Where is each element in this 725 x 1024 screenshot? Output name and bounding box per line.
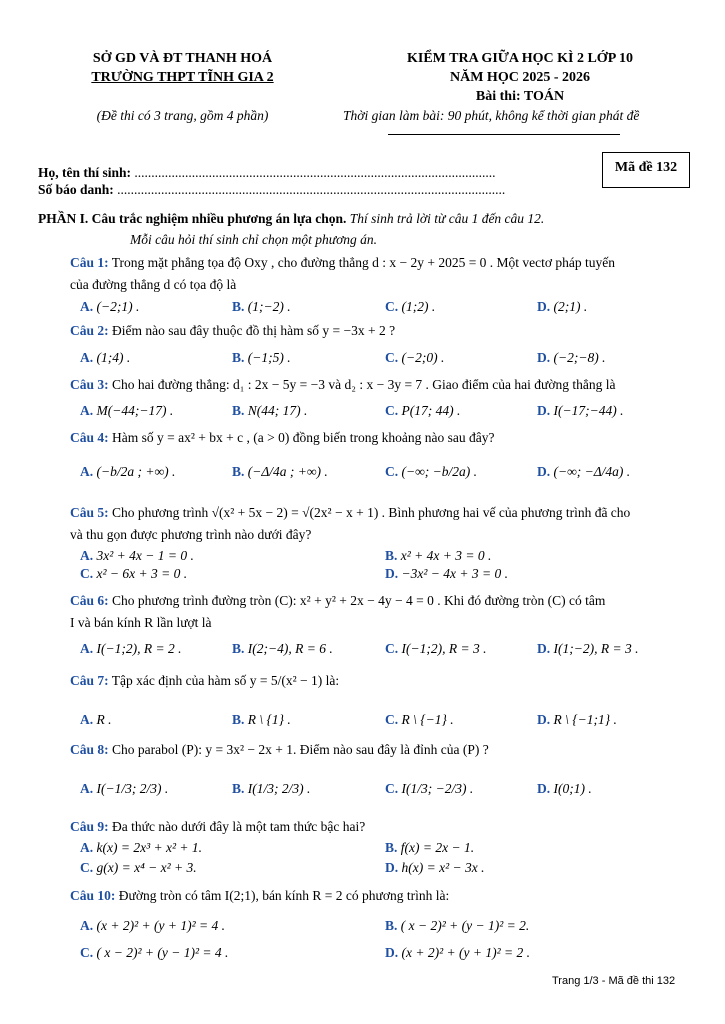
option-a[interactable] — [80, 781, 168, 797]
exam-code-box: Mã đề 132 — [602, 152, 690, 188]
student-name-row — [38, 165, 496, 181]
option-value: (−b/2a ; +∞) . — [96, 464, 176, 479]
option-d[interactable] — [537, 299, 587, 315]
option-b[interactable] — [385, 548, 491, 564]
question-label: Câu 5: — [70, 505, 109, 520]
option-value: R \ {−1} . — [401, 712, 454, 727]
option-c[interactable] — [385, 299, 435, 315]
option-d[interactable] — [537, 403, 623, 419]
option-d[interactable] — [537, 781, 592, 797]
question-text: Cho phương trình đường tròn (C): x² + y² + 2x − 4y − 4 = 0 . Khi đó đường tròn (C) có tâm — [112, 593, 606, 608]
option-a[interactable] — [80, 299, 139, 315]
student-id-row — [38, 182, 505, 198]
option-key: A. — [80, 840, 94, 855]
option-value: g(x) = x⁴ − x² + 3. — [96, 860, 197, 875]
option-value: R . — [96, 712, 112, 727]
option-value: (2;1) . — [553, 299, 588, 314]
option-key: B. — [232, 712, 245, 727]
option-value: I(2;−4), R = 6 . — [247, 641, 333, 656]
option-value: (x + 2)² + (y + 1)² = 2 . — [401, 945, 531, 960]
option-key: A. — [80, 712, 94, 727]
exam-page-note: (Đề thi có 3 trang, gồm 4 phần) — [96, 108, 269, 123]
option-value: f(x) = 2x − 1. — [400, 840, 475, 855]
question-text: Đa thức nào dưới đây là một tam thức bậc hai? — [112, 819, 366, 834]
question-text-continued: của đường thẳng d có tọa độ là — [70, 277, 237, 292]
option-b[interactable] — [385, 840, 474, 856]
option-c[interactable] — [80, 945, 228, 961]
option-value: x² + 4x + 3 = 0 . — [400, 548, 492, 563]
student-id-dots: ................................................................................................................... — [117, 182, 506, 197]
option-key: B. — [232, 781, 245, 796]
question-text: Đường tròn có tâm I(2;1), bán kính R = 2 có phương trình là: — [118, 888, 450, 903]
option-a[interactable] — [80, 403, 173, 419]
option-value: I(−17;−44) . — [553, 403, 624, 418]
part1-title: PHẦN I. Câu trắc nghiệm nhiều phương án lựa chọn. — [38, 211, 347, 226]
option-c[interactable] — [385, 781, 473, 797]
option-b[interactable] — [232, 299, 291, 315]
option-key: D. — [537, 641, 551, 656]
option-key: B. — [232, 403, 245, 418]
option-key: C. — [80, 566, 94, 581]
option-key: D. — [537, 781, 551, 796]
question-label: Câu 10: — [70, 888, 116, 903]
question-label: Câu 6: — [70, 593, 109, 608]
question-text-continued: và thu gọn được phương trình nào dưới đây? — [70, 527, 312, 542]
option-key: A. — [80, 464, 94, 479]
option-value: (1;4) . — [96, 350, 131, 365]
question-label: Câu 3: — [70, 377, 109, 392]
option-value: I(1/3; 2/3) . — [247, 781, 311, 796]
question-9 — [70, 819, 365, 835]
option-key: B. — [232, 464, 245, 479]
option-b[interactable] — [232, 464, 328, 480]
option-key: B. — [232, 350, 245, 365]
question-1 — [70, 255, 615, 271]
question-text: Cho phương trình √(x² + 5x − 2) = √(2x² − x + 1) . Bình phương hai vế của phương trình đã cho — [112, 505, 631, 520]
question-text: Điểm nào sau đây thuộc đồ thị hàm số y = −3x + 2 ? — [112, 323, 396, 338]
time-note: Thời gian làm bài: 90 phút, không kể thời gian phát đề — [343, 108, 640, 123]
option-a[interactable] — [80, 350, 130, 366]
option-key: B. — [232, 641, 245, 656]
option-a[interactable] — [80, 641, 181, 657]
question-label: Câu 9: — [70, 819, 109, 834]
option-value: R \ {−1;1} . — [553, 712, 617, 727]
option-key: C. — [385, 712, 399, 727]
option-c[interactable] — [385, 350, 444, 366]
question-8 — [70, 742, 489, 758]
option-a[interactable] — [80, 712, 112, 728]
option-key: A. — [80, 781, 94, 796]
option-value: h(x) = x² − 3x . — [401, 860, 485, 875]
option-a[interactable] — [80, 548, 194, 564]
question-6 — [70, 593, 605, 609]
option-value: −3x² − 4x + 3 = 0 . — [401, 566, 508, 581]
option-key: A. — [80, 641, 94, 656]
question-label: Câu 8: — [70, 742, 109, 757]
option-a[interactable] — [80, 840, 202, 856]
student-name-label: Họ, tên thí sinh: — [38, 165, 132, 180]
option-key: B. — [385, 918, 398, 933]
option-value: R \ {1} . — [247, 712, 291, 727]
question-text: Cho hai đường thẳng: d₁ : 2x − 5y = −3 và d₂ : x − 3y = 7 . Giao điểm của hai đường thẳng là — [112, 377, 616, 392]
option-value: I(1;−2), R = 3 . — [553, 641, 639, 656]
question-text: Hàm số y = ax² + bx + c , (a > 0) đồng biến trong khoảng nào sau đây? — [112, 430, 495, 445]
option-value: (1;−2) . — [247, 299, 291, 314]
part1-instruction1: Thí sinh trả lời từ câu 1 đến câu 12. — [349, 211, 545, 226]
option-c[interactable] — [80, 860, 197, 876]
option-value: I(0;1) . — [553, 781, 592, 796]
option-d[interactable] — [537, 464, 630, 480]
subject: Bài thi: TOÁN — [475, 89, 565, 104]
option-value: I(−1;2), R = 2 . — [96, 641, 182, 656]
option-b[interactable] — [232, 641, 333, 657]
option-key: C. — [385, 464, 399, 479]
school-name: TRƯỜNG THPT TĨNH GIA 2 — [91, 70, 274, 85]
option-key: A. — [80, 548, 94, 563]
option-value: k(x) = 2x³ + x² + 1. — [96, 840, 203, 855]
option-key: C. — [385, 299, 399, 314]
option-b[interactable] — [385, 918, 529, 934]
question-text-continued: I và bán kính R lần lượt là — [70, 615, 212, 630]
option-value: (−Δ/4a ; +∞) . — [247, 464, 328, 479]
option-key: C. — [80, 945, 94, 960]
option-c[interactable] — [385, 641, 486, 657]
option-value: I(1/3; −2/3) . — [401, 781, 474, 796]
question-2 — [70, 323, 395, 339]
student-id-label: Số báo danh: — [38, 182, 114, 197]
question-4 — [70, 430, 494, 446]
option-key: C. — [385, 350, 399, 365]
option-key: C. — [80, 860, 94, 875]
option-c[interactable] — [385, 403, 460, 419]
option-key: A. — [80, 299, 94, 314]
question-5 — [70, 505, 630, 521]
option-key: D. — [537, 403, 551, 418]
option-value: M(−44;−17) . — [96, 403, 174, 418]
option-value: (1;2) . — [401, 299, 436, 314]
option-value: 3x² + 4x − 1 = 0 . — [96, 548, 194, 563]
option-key: A. — [80, 918, 94, 933]
option-c[interactable] — [80, 566, 187, 582]
option-key: C. — [385, 403, 399, 418]
option-value: ( x − 2)² + (y − 1)² = 4 . — [96, 945, 229, 960]
option-key: B. — [232, 299, 245, 314]
option-key: D. — [537, 350, 551, 365]
option-value: (−2;−8) . — [553, 350, 606, 365]
question-text: Tập xác định của hàm số y = 5/(x² − 1) là: — [111, 673, 340, 688]
option-value: I(−1/3; 2/3) . — [96, 781, 169, 796]
part1-heading — [38, 211, 544, 227]
option-key: D. — [385, 945, 399, 960]
option-d[interactable] — [537, 641, 638, 657]
question-label: Câu 1: — [70, 255, 109, 270]
option-key: B. — [385, 548, 398, 563]
school-year: NĂM HỌC 2025 - 2026 — [450, 70, 590, 85]
question-label: Câu 2: — [70, 323, 109, 338]
school-department: SỞ GD VÀ ĐT THANH HOÁ — [92, 51, 273, 66]
option-key: C. — [385, 781, 399, 796]
option-key: C. — [385, 641, 399, 656]
option-d[interactable] — [537, 712, 617, 728]
option-value: (−2;0) . — [401, 350, 445, 365]
option-value: I(−1;2), R = 3 . — [401, 641, 487, 656]
option-value: (−∞; −b/2a) . — [401, 464, 477, 479]
exam-title: KIỂM TRA GIỮA HỌC KÌ 2 LỚP 10 — [407, 51, 633, 66]
page-footer: Trang 1/3 - Mã đề thi 132 — [552, 975, 676, 987]
option-d[interactable] — [385, 566, 508, 582]
option-c[interactable] — [385, 712, 454, 728]
header-rule — [388, 134, 620, 135]
option-key: D. — [537, 299, 551, 314]
option-key: B. — [385, 840, 398, 855]
option-key: D. — [537, 712, 551, 727]
question-text: Trong mặt phẳng tọa độ Oxy , cho đường thẳng d : x − 2y + 2025 = 0 . Một vectơ pháp tuyến — [111, 255, 616, 270]
option-value: x² − 6x + 3 = 0 . — [96, 566, 188, 581]
option-b[interactable] — [232, 403, 307, 419]
question-3 — [70, 377, 615, 393]
question-label: Câu 7: — [70, 673, 109, 688]
option-d[interactable] — [385, 945, 530, 961]
option-key: D. — [537, 464, 551, 479]
option-b[interactable] — [232, 712, 291, 728]
option-d[interactable] — [537, 350, 605, 366]
part1-instruction2: Mỗi câu hỏi thí sinh chỉ chọn một phương án. — [130, 232, 378, 247]
option-key: A. — [80, 403, 94, 418]
option-value: (x + 2)² + (y + 1)² = 4 . — [96, 918, 226, 933]
option-b[interactable] — [232, 350, 291, 366]
option-value: N(44; 17) . — [247, 403, 308, 418]
question-7 — [70, 673, 339, 689]
option-value: (−1;5) . — [247, 350, 291, 365]
option-a[interactable] — [80, 464, 175, 480]
question-text: Cho parabol (P): y = 3x² − 2x + 1. Điểm nào sau đây là đỉnh của (P) ? — [112, 742, 489, 757]
option-key: A. — [80, 350, 94, 365]
option-key: D. — [385, 566, 399, 581]
option-d[interactable] — [385, 860, 484, 876]
student-name-dots: ........................................................................................................... — [134, 165, 496, 180]
option-c[interactable] — [385, 464, 477, 480]
option-value: (−∞; −Δ/4a) . — [553, 464, 631, 479]
option-a[interactable] — [80, 918, 225, 934]
option-value: ( x − 2)² + (y − 1)² = 2. — [400, 918, 530, 933]
question-label: Câu 4: — [70, 430, 109, 445]
option-b[interactable] — [232, 781, 310, 797]
option-value: (−2;1) . — [96, 299, 140, 314]
option-value: P(17; 44) . — [401, 403, 461, 418]
question-10 — [70, 888, 449, 904]
option-key: D. — [385, 860, 399, 875]
